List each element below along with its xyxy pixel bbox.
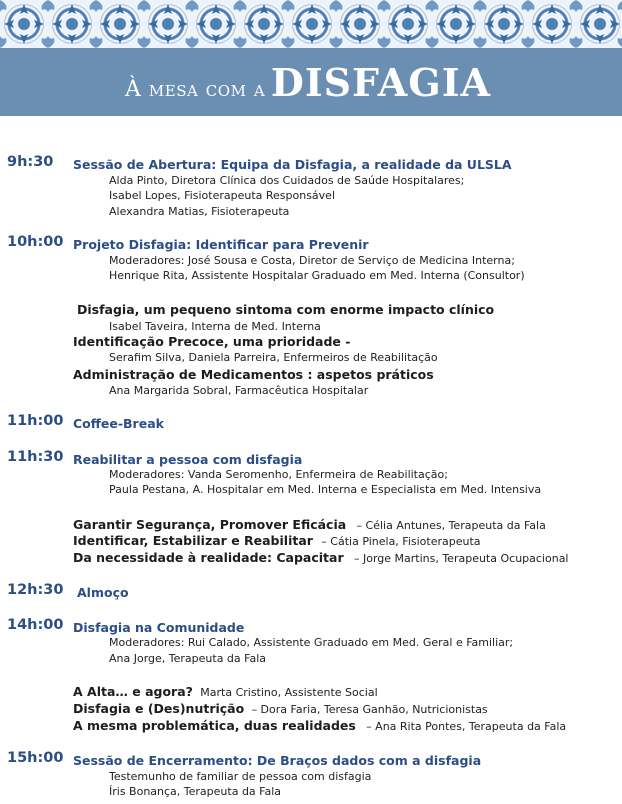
talk-speaker: Isabel Taveira, Interna de Med. Interna bbox=[109, 320, 321, 333]
title-banner bbox=[0, 48, 622, 116]
participant-line: Testemunho de familiar de pessoa com disfagia bbox=[109, 770, 372, 783]
talk-title: Disfagia, um pequeno sintoma com enorme impacto clínico bbox=[77, 302, 495, 317]
moderator-line: Moderadores: Rui Calado, Assistente Graduado em Med. Geral e Familiar; bbox=[109, 636, 514, 649]
talk-title: A Alta… e agora? bbox=[73, 684, 193, 699]
session-time: 10h:00 bbox=[7, 234, 64, 250]
tile-pattern-icon bbox=[0, 0, 622, 48]
session-title: Disfagia na Comunidade bbox=[73, 620, 245, 635]
talk-speaker: – Jorge Martins, Terapeuta Ocupacional bbox=[353, 552, 569, 565]
talk-entry bbox=[73, 550, 569, 565]
talk-title: Administração de Medicamentos : aspetos práticos bbox=[73, 367, 434, 382]
session-title: Coffee-Break bbox=[73, 416, 164, 431]
talk-speaker: Serafim Silva, Daniela Parreira, Enfermeiros de Reabilitação bbox=[109, 351, 438, 364]
talk-speaker: Marta Cristino, Assistente Social bbox=[200, 686, 378, 699]
participant-line: Alda Pinto, Diretora Clínica dos Cuidados de Saúde Hospitalares; bbox=[109, 174, 465, 187]
talk-title: Identificar, Estabilizar e Reabilitar bbox=[73, 533, 313, 548]
talk-title: A mesma problemática, duas realidades bbox=[73, 718, 356, 733]
session-time: 14h:00 bbox=[7, 617, 64, 633]
participant-line: Isabel Lopes, Fisioterapeuta Responsável bbox=[109, 189, 336, 202]
talk-entry bbox=[73, 533, 481, 548]
session-title: Sessão de Abertura: Equipa da Disfagia, a realidade da ULSLA bbox=[73, 157, 512, 172]
session-title: Projeto Disfagia: Identificar para Prevenir bbox=[73, 237, 369, 252]
talk-speaker: – Ana Rita Pontes, Terapeuta da Fala bbox=[366, 720, 567, 733]
title-small-text: À mesa com a bbox=[125, 76, 266, 102]
page-title bbox=[125, 60, 491, 105]
talk-speaker: – Célia Antunes, Terapeuta da Fala bbox=[356, 519, 546, 532]
talk-entry bbox=[73, 701, 488, 716]
talk-speaker: Ana Margarida Sobral, Farmacêutica Hospitalar bbox=[109, 384, 369, 397]
moderator-line: Paula Pestana, A. Hospitalar em Med. Interna e Especialista em Med. Intensiva bbox=[109, 483, 542, 496]
talk-entry bbox=[73, 718, 566, 733]
talk-title: Disfagia e (Des)nutrição bbox=[73, 701, 245, 716]
moderator-line: Ana Jorge, Terapeuta da Fala bbox=[109, 652, 267, 665]
participant-line: Íris Bonança, Terapeuta da Fala bbox=[109, 785, 282, 798]
talk-title: Identificação Precoce, uma prioridade - bbox=[73, 334, 351, 349]
moderator-line: Henrique Rita, Assistente Hospitalar Graduado em Med. Interna (Consultor) bbox=[109, 269, 525, 282]
participant-line: Alexandra Matias, Fisioterapeuta bbox=[109, 205, 290, 218]
session-title: Almoço bbox=[77, 585, 129, 600]
moderator-line: Moderadores: José Sousa e Costa, Diretor de Serviço de Medicina Interna; bbox=[109, 254, 515, 267]
session-title: Reabilitar a pessoa com disfagia bbox=[73, 452, 303, 467]
moderator-line: Moderadores: Vanda Seromenho, Enfermeira de Reabilitação; bbox=[109, 468, 448, 481]
talk-speaker: – Cátia Pinela, Fisioterapeuta bbox=[321, 535, 481, 548]
talk-entry bbox=[73, 684, 378, 699]
azulejo-tile-strip bbox=[0, 0, 622, 48]
talk-speaker: – Dora Faria, Teresa Ganhão, Nutricionistas bbox=[251, 703, 488, 716]
session-time: 9h:30 bbox=[7, 154, 54, 170]
session-time: 12h:30 bbox=[7, 582, 64, 598]
title-big-text: DISFAGIA bbox=[270, 59, 491, 105]
talk-title: Garantir Segurança, Promover Eficácia bbox=[73, 517, 347, 532]
session-time: 11h:00 bbox=[7, 413, 64, 429]
talk-entry bbox=[73, 517, 546, 532]
session-time: 11h:30 bbox=[7, 449, 64, 465]
session-title: Sessão de Encerramento: De Braços dados com a disfagia bbox=[73, 753, 482, 768]
session-time: 15h:00 bbox=[7, 750, 64, 766]
talk-title: Da necessidade à realidade: Capacitar bbox=[73, 550, 344, 565]
